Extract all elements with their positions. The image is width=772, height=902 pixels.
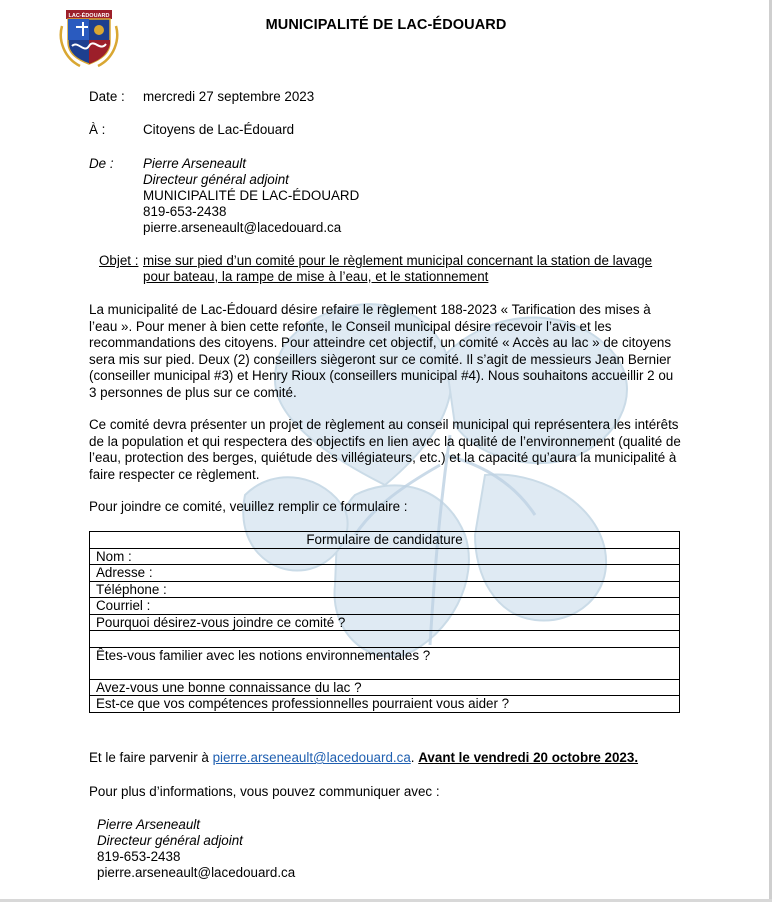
field-professional-skills[interactable]: Est-ce que vos compétences professionnelles pourraient vous aider ? (90, 696, 680, 713)
form-row-why-join (90, 614, 680, 631)
contact-email: pierre.arseneault@lacedouard.ca (97, 865, 296, 880)
date-value: mercredi 27 septembre 2023 (143, 89, 315, 104)
form-row-email (90, 598, 680, 615)
form-row-address (90, 565, 680, 582)
field-why-join-answer-space[interactable] (90, 631, 680, 648)
join-instructions: Pour joindre ce comité, veuillez remplir ce formulaire : (89, 499, 408, 514)
contact-name: Pierre Arseneault (97, 817, 200, 832)
field-name[interactable]: Nom : (90, 548, 680, 565)
field-environmental-knowledge[interactable]: Êtes-vous familier avec les notions environnementales ? (90, 647, 680, 679)
send-prefix: Et le faire parvenir à (89, 750, 213, 765)
form-title: Formulaire de candidature (90, 532, 680, 549)
logo-lettering: LAC-ÉDOUARD (68, 13, 110, 19)
form-row-lake (90, 679, 680, 696)
form-row-phone (90, 581, 680, 598)
body-paragraph-1: La municipalité de Lac-Édouard désire refaire le règlement 188-2023 « Tarification des mises à l’eau ». Pour mener à bien cette refonte, le Conseil municipal désire recevoir l’avis et les recommandations des citoyens. Pour atteindre cet objectif, un comité « Accès au lac » de citoyens sera mis sur pied. Deux (2) conseillers siègeront sur ce comité. Il s’agit de messieurs Jean Bernier (conseiller municipal #3) et Henry Rioux (conseillers municipal #4). Nous souhaitons accueillir 2 ou 3 personnes de plus sur ce comité. (89, 302, 674, 400)
form-row-name (90, 548, 680, 565)
page-title: MUNICIPALITÉ DE LAC-ÉDOUARD (265, 17, 507, 33)
send-instructions (89, 750, 638, 766)
subject-label: Objet : (99, 253, 139, 268)
more-info-text: Pour plus d’informations, vous pouvez communiquer avec : (89, 784, 440, 799)
sender-phone: 819-653-2438 (143, 204, 227, 219)
form-title-row (90, 532, 680, 549)
recipient-label: À : (89, 122, 106, 137)
deadline-text: Avant le vendredi 20 octobre 2023. (418, 750, 639, 765)
subject-line-2: pour bateau, la rampe de mise à l’eau, et le stationnement (143, 269, 489, 284)
send-period: . (410, 750, 415, 765)
send-email-link[interactable]: pierre.arseneault@lacedouard.ca (212, 750, 411, 765)
date-label: Date : (89, 89, 125, 104)
form-row-why-join-answer (90, 631, 680, 648)
field-lake-knowledge[interactable]: Avez-vous une bonne connaissance du lac ? (90, 679, 680, 696)
form-row-environment (90, 647, 680, 679)
form-row-skills (90, 696, 680, 713)
sender-organization: MUNICIPALITÉ DE LAC-ÉDOUARD (143, 188, 360, 203)
sender-name: Pierre Arseneault (143, 156, 246, 171)
subject-line-1: mise sur pied d’un comité pour le règlement municipal concernant la station de lavage (143, 253, 653, 268)
sender-role: Directeur général adjoint (143, 172, 289, 187)
contact-role: Directeur général adjoint (97, 833, 243, 848)
body-paragraph-2: Ce comité devra présenter un projet de règlement au conseil municipal qui représentera les intérêts de la population et qui respectera des objectifs en lien avec la qualité de l’environnement (qualité de l’eau, protection des berges, quiétude des villégiateurs, etc.) et la capacité qu’aura la municipalité à faire respecter ce règlement. (89, 417, 681, 482)
contact-phone: 819-653-2438 (97, 849, 181, 864)
field-email[interactable]: Courriel : (90, 598, 680, 615)
field-why-join[interactable]: Pourquoi désirez-vous joindre ce comité ? (90, 614, 680, 631)
sender-label: De : (89, 156, 114, 171)
field-address[interactable]: Adresse : (90, 565, 680, 582)
recipient-value: Citoyens de Lac-Édouard (143, 122, 295, 137)
sender-email: pierre.arseneault@lacedouard.ca (143, 220, 342, 235)
application-form-table (89, 531, 680, 713)
field-phone[interactable]: Téléphone : (90, 581, 680, 598)
